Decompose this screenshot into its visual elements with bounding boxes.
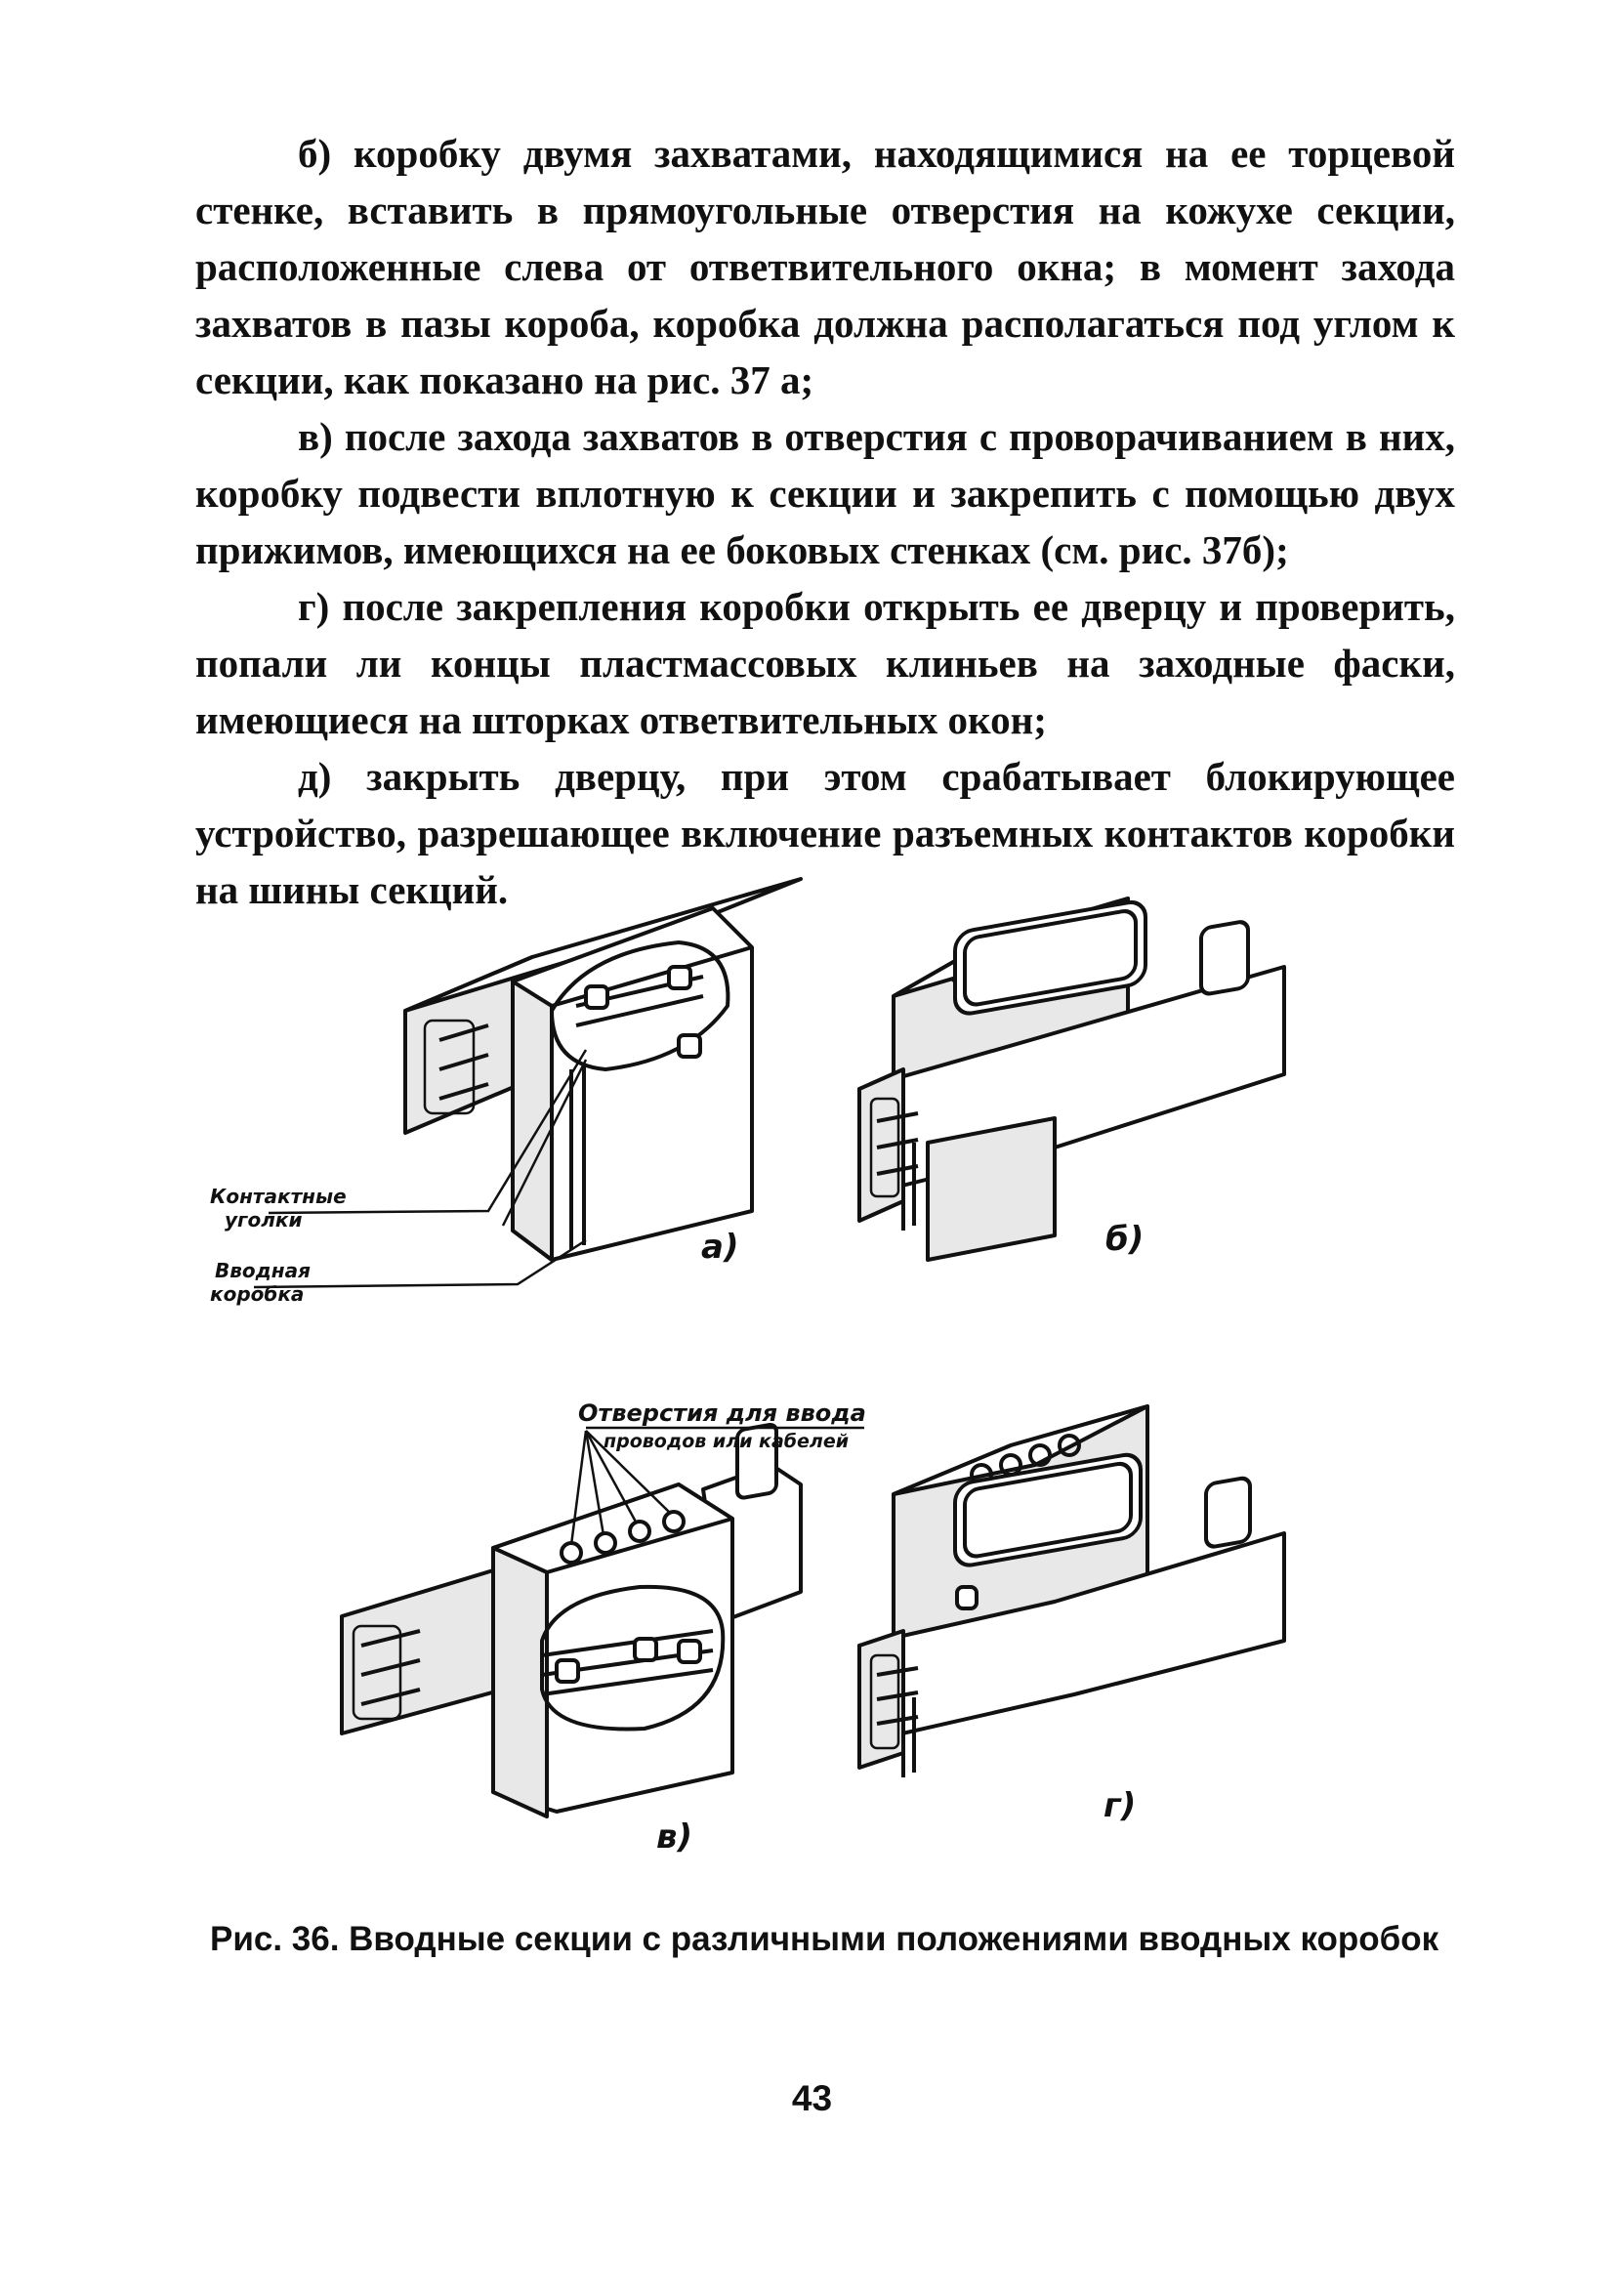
- label-cable-holes-1: Отверстия для ввода: [578, 1399, 866, 1427]
- label-input-box-1: Вводная: [215, 1259, 311, 1282]
- panel-b-letter: б): [1105, 1220, 1145, 1259]
- paragraph-g: г) после закрепления коробки открыть ее дверцу и проверить, попали ли концы пластмассовых клиньев на заходные фаски, имеющиеся на шторках ответвительных окон;: [195, 584, 1455, 742]
- panel-g-letter: г): [1103, 1786, 1137, 1825]
- page-number: 43: [791, 2078, 833, 2118]
- label-input-box-2: коробка: [210, 1282, 305, 1306]
- figure-caption: Рис. 36. Вводные секции с различными положениями вводных коробок: [210, 1920, 1439, 1958]
- panel-a-drawing: [210, 879, 801, 1306]
- panel-g-drawing: [859, 1406, 1284, 1825]
- label-contact-corners-2: уголки: [225, 1208, 303, 1231]
- panel-a-letter: а): [701, 1228, 739, 1267]
- panel-v-drawing: [342, 1399, 866, 1857]
- paragraph-v: в) после захода захватов в отверстия с проворачиванием в них, коробку подвести вплотную к секции и закрепить с помощью двух прижимов, имеющихся на ее боковых стенках (см. рис. 37б);: [195, 414, 1455, 572]
- body-text: [195, 125, 1455, 918]
- figure-drawing: [210, 850, 1367, 1904]
- label-contact-corners-1: Контактные: [210, 1185, 347, 1208]
- panel-v-letter: в): [656, 1817, 693, 1857]
- figure-36: [210, 850, 1367, 1904]
- paragraph-d: д) закрыть дверцу, при этом срабатывает блокирующее устройство, разрешающее включение разъемных контактов коробки на шины секций.: [195, 754, 1455, 912]
- panel-b-drawing: [859, 898, 1284, 1260]
- paragraph-b: б) коробку двумя захватами, находящимися на ее торцевой стенке, вставить в прямоугольные отверстия на кожухе секции, расположенные слева от ответвительного окна; в момент захода захватов в пазы короба, коробка должна располагаться под углом к секции, как показано на рис. 37 а;: [195, 131, 1455, 402]
- label-cable-holes-2: проводов или кабелей: [604, 1431, 850, 1452]
